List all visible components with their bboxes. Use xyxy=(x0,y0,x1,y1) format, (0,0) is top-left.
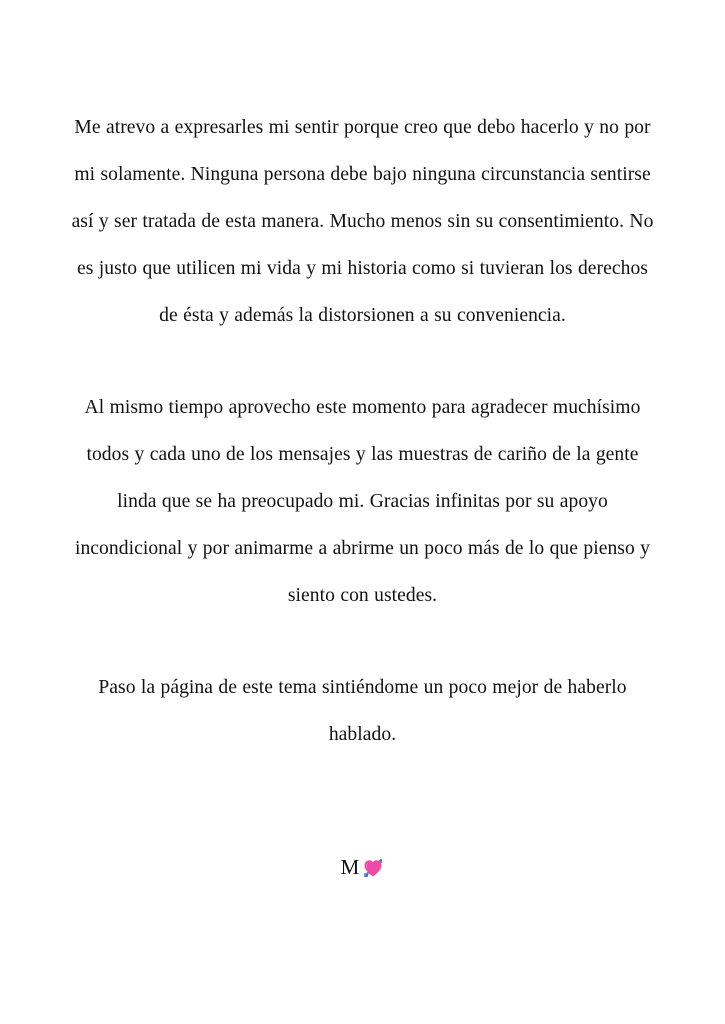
statement-paragraph-1: Me atrevo a expresarles mi sentir porque creo que debo hacerlo y no por mi solamente. Ninguna persona debe bajo ninguna circunstancia sentirse así y ser tratada de esta manera. Mucho menos sin su consentimiento. No es justo que utilicen mi vida y mi historia como si tuvieran los derechos de ésta y además la distorsionen a su conveniencia. xyxy=(71,117,654,326)
statement-text-body xyxy=(70,104,655,758)
heart-with-arrow-icon xyxy=(362,857,384,879)
signature-initial: M xyxy=(340,854,360,879)
statement-paragraph-3: Paso la página de este tema sintiéndome un poco mejor de haberlo hablado. xyxy=(98,677,627,745)
statement-paragraph-2: Al mismo tiempo aprovecho este momento para agradecer muchísimo todos y cada uno de los mensajes y las muestras de cariño de la gente linda que se ha preocupado mi. Gracias infinitas por su apoyo incondicional y por animarme a abrirme un poco más de lo que pienso y siento con ustedes. xyxy=(74,397,651,606)
signature-row xyxy=(341,856,385,878)
signature-block xyxy=(0,856,725,879)
